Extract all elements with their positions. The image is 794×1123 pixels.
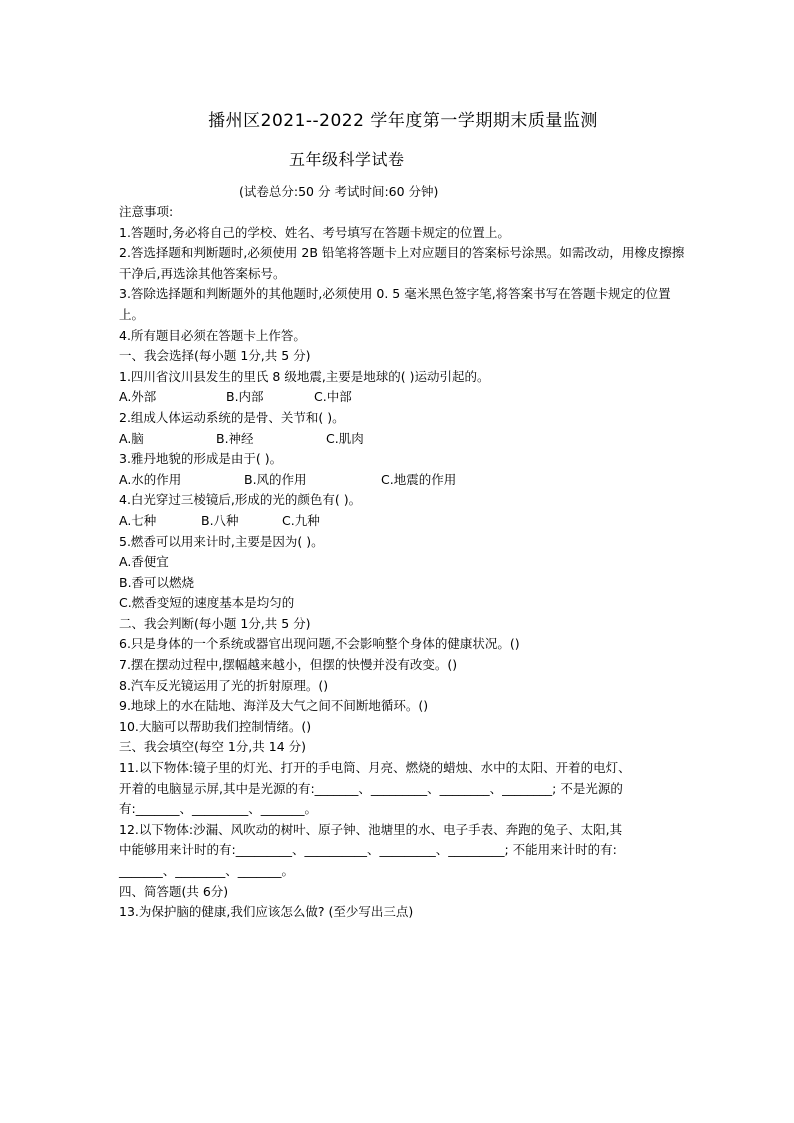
- question-12-line: 12.以下物体:沙漏、风吹动的树叶、原子钟、池塘里的水、电子手表、奔跑的兔子、太阳,其: [119, 821, 623, 837]
- judge-item: 6.只是身体的一个系统或器官出现问题,不会影响整个身体的健康状况。(): [119, 636, 520, 652]
- option-b: B.风的作用: [244, 471, 307, 487]
- question-11-line: 有:_______、_________、_______。: [119, 801, 317, 817]
- option-c: C.九种: [282, 512, 320, 528]
- question-1-options: [119, 387, 689, 408]
- option-a: A.外部: [119, 389, 157, 405]
- judge-item: 9.地球上的水在陆地、海洋及大气之间不间断地循环。(): [119, 698, 429, 714]
- option-c: C.肌肉: [326, 430, 364, 446]
- option-c: C.中部: [314, 389, 352, 405]
- question-12-line: 中能够用来计时的有:_________、__________、_________、_________; 不能用来计时的有:: [119, 842, 617, 858]
- option-b: B.内部: [226, 389, 264, 405]
- question-11-line: 11.以下物体:镜子里的灯光、打开的手电筒、月亮、燃烧的蜡烛、水中的太阳、开着的电灯、: [119, 760, 631, 776]
- exam-subtitle: 五年级科学试卷: [289, 150, 405, 169]
- exam-body: [119, 202, 689, 923]
- note-item: 3.答除选择题和判断题外的其他题时,必须使用 0. 5 毫米黑色签字笔,将答案书写在答题卡规定的位置上。: [119, 286, 671, 322]
- question-4: 4.白光穿过三棱镜后,形成的光的颜色有( )。: [119, 492, 362, 508]
- option-a: A.香便宜: [119, 554, 169, 570]
- question-3-options: [119, 470, 689, 491]
- question-4-options: [119, 511, 689, 532]
- question-1: 1.四川省汶川县发生的里氏 8 级地震,主要是地球的( )运动引起的。: [119, 368, 490, 384]
- note-item: 1.答题时,务必将自己的学校、姓名、考号填写在答题卡规定的位置上。: [119, 224, 510, 240]
- question-12-line: _______、________、_______。: [119, 863, 295, 878]
- option-b: B.神经: [216, 430, 254, 446]
- question-5: 5.燃香可以用来计时,主要是因为( )。: [119, 533, 324, 549]
- question-13: 13.为保护脑的健康,我们应该怎么做? (至少写出三点): [119, 904, 414, 920]
- option-a: A.七种: [119, 512, 157, 528]
- section2-heading: 二、我会判断(每小题 1分,共 5 分): [119, 615, 311, 631]
- option-b: B.香可以燃烧: [119, 574, 195, 590]
- section1-heading: 一、我会选择(每小题 1分,共 5 分): [119, 348, 311, 364]
- notes-heading: 注意事项:: [119, 204, 174, 219]
- note-item: 4.所有题目必须在答题卡上作答。: [119, 327, 306, 343]
- section3-heading: 三、我会填空(每空 1分,共 14 分): [119, 739, 307, 755]
- judge-item: 8.汽车反光镜运用了光的折射原理。(): [119, 677, 329, 693]
- option-a: A.脑: [119, 430, 144, 446]
- question-3: 3.雅丹地貌的形成是由于( )。: [119, 451, 283, 467]
- exam-meta: (试卷总分:50 分 考试时间:60 分钟): [239, 184, 439, 199]
- note-item: 2.答选择题和判断题时,必须使用 2B 铅笔将答题卡上对应题目的答案标号涂黑。如需改动，用橡皮擦擦干净后,再选涂其他答案标号。: [119, 245, 685, 281]
- question-2-options: [119, 429, 689, 450]
- judge-item: 7.摆在摆动过程中,摆幅越来越小，但摆的快慢并没有改变。(): [119, 657, 458, 673]
- option-b: B.八种: [201, 512, 239, 528]
- judge-item: 10.大脑可以帮助我们控制情绪。(): [119, 718, 312, 734]
- option-c: C.燃香变短的速度基本是均匀的: [119, 595, 295, 611]
- question-11-line: 开着的电脑显示屏,其中是光源的有:_______、_________、________、________; 不是光源的: [119, 780, 623, 796]
- option-c: C.地震的作用: [381, 471, 457, 487]
- section4-heading: 四、简答题(共 6分): [119, 883, 229, 899]
- exam-title: 播州区2021--2022 学年度第一学期期末质量监测: [208, 111, 598, 131]
- option-a: A.水的作用: [119, 471, 182, 487]
- question-2: 2.组成人体运动系统的是骨、关节和( )。: [119, 409, 345, 425]
